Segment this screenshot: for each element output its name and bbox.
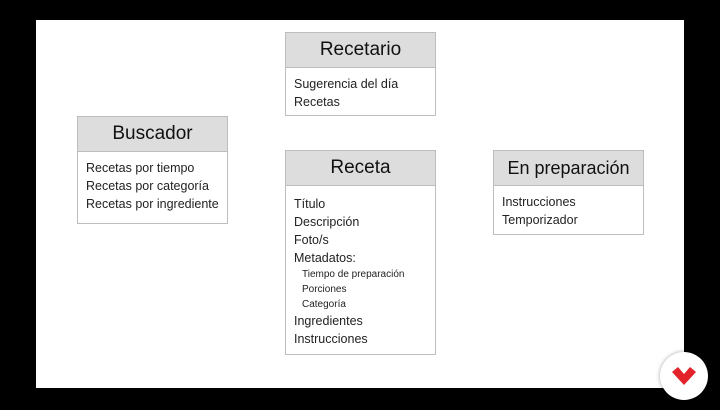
recetario-list: [286, 68, 435, 117]
sub-list-item: Tiempo de preparación: [302, 269, 405, 280]
list-item: Metadatos:: [294, 251, 356, 265]
en-preparacion-list: [494, 186, 643, 235]
en-preparacion-card: [493, 150, 644, 235]
receta-title: Receta: [286, 151, 435, 186]
brand-logo[interactable]: [660, 352, 708, 400]
recetario-title: Recetario: [286, 33, 435, 68]
chevron-logo-icon: [672, 367, 696, 385]
buscador-card: [77, 116, 228, 224]
list-item: Descripción: [294, 215, 360, 229]
list-item: Recetas por categoría: [86, 179, 209, 193]
receta-list: [286, 186, 435, 354]
list-item: Recetas por tiempo: [86, 161, 195, 175]
recetario-card: [285, 32, 436, 116]
list-item: Recetas: [294, 95, 340, 109]
list-item: Instrucciones: [294, 332, 368, 346]
list-item: Temporizador: [502, 213, 578, 227]
list-item: Foto/s: [294, 233, 329, 247]
buscador-title: Buscador: [78, 117, 227, 152]
sub-list-item: Porciones: [302, 284, 347, 295]
list-item: Instrucciones: [502, 195, 576, 209]
list-item: Ingredientes: [294, 314, 363, 328]
en-preparacion-title: En preparación: [494, 151, 643, 186]
receta-card: [285, 150, 436, 355]
list-item: Título: [294, 197, 326, 211]
list-item: Recetas por ingrediente: [86, 197, 219, 211]
sub-list-item: Categoría: [302, 299, 346, 310]
buscador-list: [78, 152, 227, 219]
list-item: Sugerencia del día: [294, 77, 399, 91]
